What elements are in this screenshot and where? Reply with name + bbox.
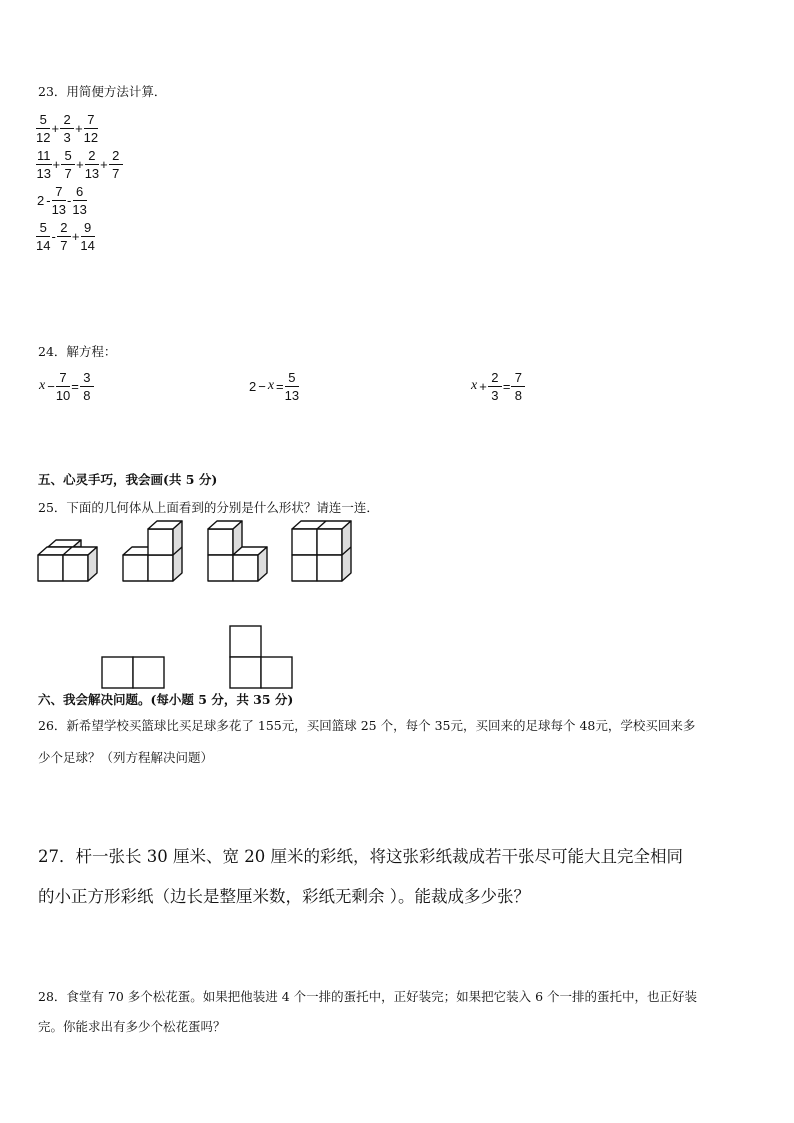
fraction <box>80 220 94 253</box>
fraction <box>52 184 66 217</box>
eq1-fraction-a <box>56 370 70 403</box>
integer-term: 2 <box>37 192 45 208</box>
q23-expression-2 <box>36 146 123 182</box>
eq1-equals: = <box>71 378 79 394</box>
eq2-equals: = <box>276 378 284 394</box>
denominator: 12 <box>36 129 51 145</box>
q23-expression-3 <box>36 182 123 218</box>
top-views-figure <box>96 624 296 690</box>
fraction <box>60 112 74 145</box>
denominator: 13 <box>72 201 87 217</box>
numerator: 5 <box>36 112 50 129</box>
denominator: 13 <box>51 201 67 217</box>
denominator: 14 <box>80 237 95 253</box>
fraction <box>61 148 75 181</box>
numerator: 5 <box>61 148 75 165</box>
numerator: 2 <box>85 148 99 165</box>
numerator: 7 <box>52 184 66 201</box>
denominator: 7 <box>64 165 72 181</box>
numerator: 7 <box>56 370 70 387</box>
equation-1 <box>38 368 94 404</box>
fraction <box>36 112 50 145</box>
q23-title: 23．用简便方法计算． <box>38 84 167 99</box>
operator: - <box>67 192 72 208</box>
equation-2 <box>248 368 299 404</box>
eq1-operator: − <box>47 378 55 394</box>
operator: + <box>51 120 60 136</box>
operator: - <box>51 228 56 244</box>
eq3-equals: = <box>502 378 511 394</box>
q26-line-1: 26．新希望学校买篮球比买足球多花了 155元，买回篮球 25 个，每个 35元，买回来的足球每个 48元，学校买回来多 <box>38 718 696 733</box>
fraction <box>57 220 71 253</box>
solid-3 <box>208 521 267 581</box>
fraction <box>36 148 52 181</box>
top-view-1 <box>102 657 164 688</box>
eq3-variable: x <box>471 378 478 393</box>
q26-line-2: 少个足球？（列方程解决问题） <box>38 750 214 765</box>
denominator: 14 <box>36 237 51 253</box>
eq2-lead: 2 <box>249 378 257 394</box>
operator: + <box>100 156 108 172</box>
eq1-fraction-b <box>80 370 94 403</box>
denominator: 13 <box>36 165 51 181</box>
numerator: 11 <box>37 147 51 163</box>
q23-expression-1 <box>36 110 123 146</box>
numerator: 7 <box>511 370 525 387</box>
fraction <box>36 220 50 253</box>
denominator: 3 <box>491 387 499 403</box>
fraction <box>72 184 86 217</box>
fraction <box>85 148 99 181</box>
numerator: 6 <box>73 184 87 201</box>
top-view-2 <box>230 626 292 688</box>
q28-line-1: 28．食堂有 70 多个松花蛋。如果把他装进 4 个一排的蛋托中，正好装完；如果把它装入 6 个一排的蛋托中，也正好装 <box>38 989 698 1004</box>
q27-line-2: 的小正方形彩纸（边长是整厘米数，彩纸无剩余 ）。能裁成多少张？ <box>38 887 530 906</box>
denominator: 7 <box>112 165 120 181</box>
denominator: 13 <box>84 165 100 181</box>
section-6-heading: 六、我会解决问题。(每小题 5 分，共 35 分) <box>38 692 294 707</box>
equation-3 <box>470 368 525 404</box>
denominator: 8 <box>514 387 523 403</box>
numerator: 3 <box>80 370 94 387</box>
numerator: 2 <box>488 370 502 387</box>
numerator: 7 <box>84 112 98 129</box>
numerator: 2 <box>57 220 71 237</box>
eq1-variable: x <box>39 378 46 393</box>
section-5-heading: 五、心灵手巧，我会画(共 5 分) <box>38 472 218 487</box>
eq2-fraction-b <box>285 370 299 403</box>
operator: + <box>71 228 80 244</box>
operator: + <box>76 156 84 172</box>
q23-expressions <box>36 110 123 254</box>
numerator: 9 <box>81 220 95 237</box>
denominator: 10 <box>55 387 71 403</box>
operator: - <box>46 192 51 208</box>
q24-title: 24．解方程： <box>38 344 117 359</box>
eq3-operator: + <box>479 378 487 394</box>
q23-expression-4 <box>36 218 123 254</box>
solid-1 <box>38 540 97 581</box>
denominator: 13 <box>284 387 300 403</box>
operator: + <box>52 156 61 172</box>
denominator: 7 <box>60 237 68 253</box>
solid-2 <box>123 521 182 581</box>
fraction <box>84 112 98 145</box>
numerator: 5 <box>285 370 299 387</box>
cube-solids-figure <box>30 518 360 588</box>
numerator: 5 <box>36 220 50 237</box>
denominator: 12 <box>83 129 99 145</box>
solid-4 <box>292 521 351 581</box>
numerator: 2 <box>109 148 123 165</box>
eq3-fraction-b <box>511 370 525 403</box>
operator: + <box>75 120 83 136</box>
q28-line-2: 完。你能求出有多少个松花蛋吗？ <box>38 1019 226 1034</box>
q25-title: 25．下面的几何体从上面看到的分别是什么形状？请连一连． <box>38 500 379 515</box>
numerator: 2 <box>60 112 74 129</box>
denominator: 8 <box>83 387 91 403</box>
denominator: 3 <box>63 129 71 145</box>
q27-line-1: 27．杆一张长 30 厘米、宽 20 厘米的彩纸，将这张彩纸裁成若干张尽可能大且完全相同 <box>38 847 683 866</box>
eq2-operator: − <box>258 378 266 394</box>
eq2-variable: x <box>267 378 275 393</box>
eq3-fraction-a <box>488 370 502 403</box>
fraction <box>109 148 123 181</box>
